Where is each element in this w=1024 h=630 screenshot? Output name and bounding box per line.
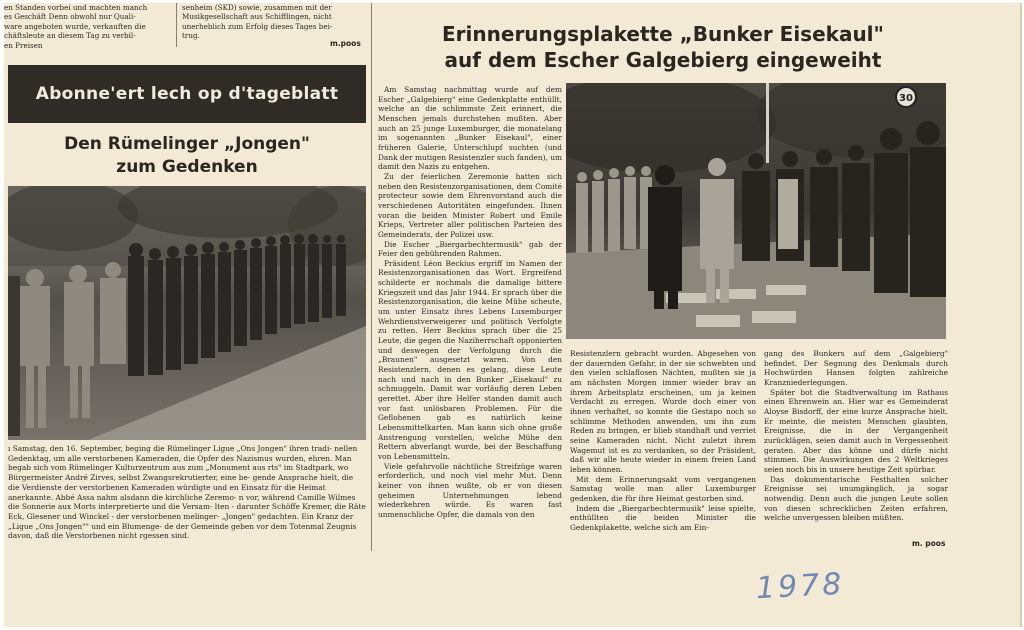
paragraph: Zu der feierlichen Zeremonie hatten sich neben den Resistenzorganisationen, dem Comité protecteur sowie dem Ehrenvorstand auch die verschiedenen Autoritäten eingefunden. Ihnen voran die beiden Minister Robert und Emile Krieps, Vertreter aller politischen Parteien des Gemeinderats, der Polizei usw. bbox=[378, 171, 562, 239]
paragraph: Präsident Léon Beckius ergriff im Namen der Resistenzorganisationen das Wort. Ergreifend schilderte er nochmals die damalige bittere Kriegszeit und das Jahr 1944. Er sprach über die Resistenzorganisation, die keine Mühe scheute, um unter Einsatz ihres Lebens Luxemburger Wehrdienstverweigerer und politisch Verfolgte zu retten. Herr Beckius sprach über die 25 Leute, die gegen die Naziherrschaft opponierten und deswegen der Verfolgung durch die „Braunen" ausgesetzt waren. Von den Resistenzlern, denen es gelang, diese Leute nach und nach in den Bunker „Eisekaul" zu schmuggeln. Damit war vorläufig deren Leben gerettet. Aber ihre Helfer standen damit auch vor fast unlösbaren Problemen. Für die Geflohenen gab es natürlich keine Lebensmittelkarten. Man kann sich ohne große Anstrengung vorstellen, welche Mühe den Rettern abverlangt wurde, bei der Beschaffung von Lebensmitteln. bbox=[378, 258, 562, 461]
paragraph: Die Escher „Biergarbechtermusik" gab der Feier den gebührenden Rahmen. bbox=[378, 239, 562, 259]
left-headline-line2: zum Gedenken bbox=[116, 157, 258, 177]
left-article-headline bbox=[8, 133, 366, 179]
snippet-line: senheim (SKD) sowie, zusammen mit der bbox=[182, 3, 332, 12]
newspaper-page bbox=[4, 3, 1022, 627]
plaque-unveiling-photo bbox=[566, 83, 946, 339]
paragraph: gang des Bunkers auf dem „Galgebierg" befindet. Der Segnung des Denkmals durch Hochwürden Hansen folgten zahlreiche Kranzniederlegungen. bbox=[764, 349, 948, 387]
right-article-headline bbox=[378, 21, 948, 73]
right-headline-line2: auf dem Escher Galgebierg eingeweiht bbox=[444, 48, 882, 72]
paragraph: Viele gefahrvolle nächtliche Streifzüge waren erforderlich, und noch viel mehr Mut. Denn keiner von ihnen wußte, ob er von diesen geheimen Unternehmungen lebend wiederkehren würde. Es waren fast unmenschliche Opfer, die damals von den bbox=[378, 461, 562, 519]
snippet-line: ware angeboten wurde, verkauften die bbox=[4, 21, 146, 31]
snippet-line: trug. bbox=[182, 31, 200, 41]
snippet-line: es Geschäft Denn obwohl nur Quali- bbox=[4, 12, 136, 22]
paragraph: Am Samstag nachmittag wurde auf dem Escher „Galgebierg" eine Gedenkplatte enthüllt, welche an die schlimmste Zeit erinnert, die Menschen jemals durchstehen mußten. Aber auch an 25 junge Luxemburger, die monatelang im sogenannten „Bunker Eisekaul", einer früheren Galerie, Unterschlupf suchten (und Dank der mutigen Resistenzler such fanden), um damit den Nazis zu entgehen. bbox=[378, 85, 562, 172]
snippet-line: Musikgesellschaft aus Schifflingen, nicht bbox=[182, 12, 332, 22]
right-article-column-2 bbox=[570, 349, 756, 532]
right-article-column-3 bbox=[764, 349, 948, 523]
snippet-line: en Preisen bbox=[4, 40, 43, 50]
memorial-ceremony-photo bbox=[8, 186, 366, 440]
paragraph: Das dokumentarische Festhalten solcher Ereignisse sei unumgänglich, ja sogar notwendig. Denn auch die jungen Leute sollen von diesen schrecklichen Zeiten erfahren, welche unvergessen bleiben müßten. bbox=[764, 474, 948, 523]
handwritten-year: 1978 bbox=[755, 566, 846, 607]
paragraph: Mit dem Erinnerungsakt vom vergangenen Samstag wolle man aller Luxemburger gedenken, die für ihre Heimat gestorben sind. bbox=[570, 474, 756, 503]
column-rule bbox=[176, 3, 177, 47]
top-left-snippet bbox=[4, 3, 168, 50]
top-mid-snippet bbox=[182, 3, 366, 41]
left-headline-line1: Den Rümelinger „Jongen" bbox=[64, 134, 310, 154]
snippet-line: en Standen vorbei und machten manch bbox=[4, 3, 148, 12]
snippet-line: unerheblich zum Erfolg dieses Tages bei- bbox=[182, 21, 333, 31]
subscription-banner: Abonne'ert lech op d'tageblatt bbox=[8, 65, 366, 123]
paragraph: Resistenzlern gebracht wurden. Abgesehen von der dauernden Gefahr, in der sie schwebten und den vielen schlaflosen Nächten, mußten sie ja am nächsten Morgen immer wieder brav an ihrem Arbeitsplatz erscheinen, um ja keinen Verdacht zu erregen. Wurde doch einer von ihnen verhaftet, so konnte die Gestapo noch so schlimme Methoden anwenden, um ihn zum Reden zu bringen, er blieb standhaft und verriet seine Kameraden nicht. Nicht zuletzt ihrem Wagemut ist es zu verdanken, so der Präsident, daß wir alle heute wieder in einem freien Land leben können. bbox=[570, 349, 756, 474]
top-mid-signature: m.poos bbox=[330, 39, 361, 48]
paragraph: Indem die „Biergarbechtermusik" leise spielte, enthüllten die beiden Minister die Gedenkplakette, welche sich am Ein- bbox=[570, 503, 756, 532]
right-article-signature: m. poos bbox=[912, 539, 946, 548]
snippet-line: chäftsleute an diesem Tag zu verbil- bbox=[4, 31, 136, 41]
article-divider bbox=[371, 3, 372, 551]
right-headline-line1: Erinnerungsplakette „Bunker Eisekaul" bbox=[442, 22, 884, 46]
right-article-column-1 bbox=[378, 85, 562, 520]
paragraph: Später bot die Stadtverwaltung im Rathaus einen Ehrenwein an. Hier war es Gemeinderat Aloyse Bisdorff, der eine kurze Ansprache hielt. Er meinte, die meisten Menschen glaubten, Ereignisse, die in der Vergangenheit zurücklägen, seien damit auch in Vergessenheit geraten. Aber das könne und dürfe nicht stimmen. Die Auswirkungen des 2 Weltkrieges seien noch bis in unsere heutige Zeit spürbar. bbox=[764, 387, 948, 474]
left-article-caption: ı Samstag, den 16. September, beging die Rümelinger Ligue „Ons Jongen" ihren tradi- nellen Gedenktag, um alle verstorbenen Kameraden, die Opfer des Nazismus wurden, ehren. Man begab sich vom Rümelinger Kulturzentrum aus zum „Monument aus rts" im Stadtpark, wo Bürgermeister André Zirves, selbst Zwangsrekrutierter, eine be- gende Ansprache hielt, die die Verdienste der verstorbenen Kameraden würdigte und en Einsatz für die Heimat anerkannte. Abbé Assa nahm alsdann die kirchliche Zeremo- n vor, während Camille Wilmes die Sonnerie aux Morts interpretierte und die Versam- lten - darunter Schöffe Kremer, die Räte Eck, Glesener und Winckel - der verstorbenen melinger- „Jongen" gedachten. Ein Kranz der „Ligue „Ons Jongen"" und ein Blumenge- de der Gemeinde geben vor dem Totenmal Zeugnis davon, daß die Verstorbenen nicht rgessen sind. bbox=[8, 444, 366, 541]
speed-sign-number: 30 bbox=[899, 93, 913, 104]
